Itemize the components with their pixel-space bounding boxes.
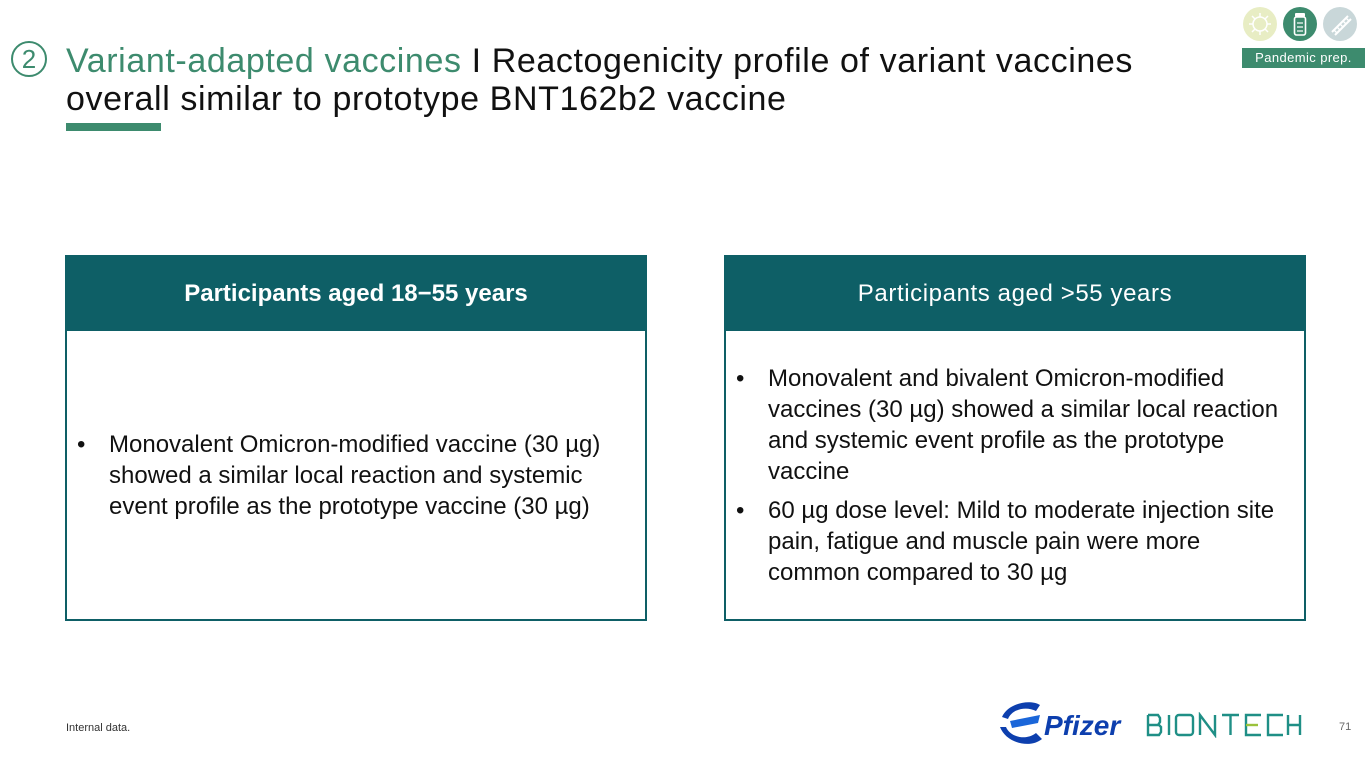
bullet-item [77,429,625,522]
title-main: Reactogenicity profile of variant vaccines overall similar to prototype BNT162b2 vaccine [66,42,1133,118]
vial-icon [1283,7,1317,41]
bullet-marker: • [77,430,86,458]
title-underline-bar [66,123,161,131]
pfizer-logo [996,697,1122,753]
section-number-badge [11,41,47,77]
bullet-text: 60 µg dose level: Mild to moderate injection site pain, fatigue and muscle pain were more common compared to 30 µg [768,496,1275,586]
section-number: 2 [21,44,37,74]
biontech-logo [1145,712,1303,738]
section-tag: Pandemic prep. [1242,48,1365,68]
card-aged-over-55 [724,255,1306,621]
title-accent: Variant-adapted vaccines [66,42,462,80]
bullet-item [736,495,1284,588]
dna-icon [1323,7,1357,41]
card-body [726,331,1304,619]
card-aged-18-55 [65,255,647,621]
bullet-marker: • [736,496,745,524]
virus-icon [1243,7,1277,41]
category-icons [1243,7,1357,42]
bullet-item [736,363,1284,487]
bullet-marker: • [736,364,745,392]
page-title [66,42,1216,118]
card-heading: Participants aged >55 years [726,257,1304,331]
card-heading: Participants aged 18−55 years [67,257,645,331]
card-body [67,331,645,619]
svg-text:Pfizer: Pfizer [1044,710,1121,741]
footnote: Internal data. [66,722,131,734]
title-separator: I [461,42,492,80]
bullet-text: Monovalent and bivalent Omicron-modified vaccines (30 µg) showed a similar local reaction and systemic event profile as the prototype vaccine [768,364,1279,485]
bullet-text: Monovalent Omicron-modified vaccine (30 µg) showed a similar local reaction and systemic event profile as the prototype vaccine (30 µg) [109,430,601,520]
page-number: 71 [1339,721,1352,733]
